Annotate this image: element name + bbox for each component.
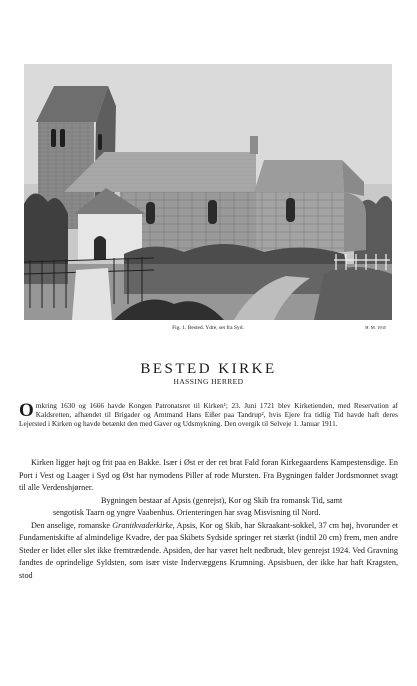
paragraph-granite-church [19,520,398,583]
granite-term: Granitkvaderkirke [112,520,173,530]
figure-caption: Fig. 1. Bested. Ydre, set fra Syd. [172,325,244,331]
figure-caption-row [24,323,392,333]
intro-text: mkring 1630 og 1666 havde Kongen Patronatsret til Kirken¹; 23. Juni 1721 blev Kirketienden, med Reservation af Kaldsretten, afhændet til Brigader og Amtmand Hans Eißer paa Tandrup², hvis Ejere fra tidlig Tid havde haft deres Lejersted i Kirken og havde betænkt den med Gaver og Udsmykning. Den overgik til Selveje 1. Januar 1911. [19,401,398,429]
paragraph-building-line1: Bygningen bestaar af Apsis (genrejst), Kor og Skib fra romansk Tid, samt [101,495,343,505]
church-photo-illustration [24,64,392,320]
intro-paragraph [19,401,398,429]
paragraph-building-line2: sengotisk Taarn og yngre Vaabenhus. Orienteringen har svag Misvisning til Nord. [53,508,321,517]
church-photograph [24,64,392,320]
drop-cap: O [19,400,34,421]
body-text [19,457,398,582]
paragraph-location: Kirken ligger højt og frit paa en Bakke. Især i Øst er der ret brat Fald foran Kirkegaardens Kampestensdige. En Port i Vest og Laager i Syd og Øst har nymodens Piller af rode Mursten. Fra Bygningen falder Jordsmonnet svagt til alle Verdenshjørner. [19,458,398,492]
page-title: BESTED KIRKE [140,361,277,377]
granite-text-rest: , Apsis, Kor og Skib, har Skraakant-sokkel, 37 cm høj, hvorunder et Fundamentskifte af almindelige Kvadre, der paa Skibets Sydside springer ret stærkt (indtil 20 cm) frem, men andre Steder er lidet eller slet ikke fremtrædende. Apsiden, der har været helt nedbrudt, blev genrejst 1924. Ved Gravning fandtes de oprindelige Syldsten, som især viste Indervæggens Krumning. Apsisbuen, der ikke har haft Kragsten, stod [19,520,398,580]
page-subtitle: HASSING HERRED [173,377,244,386]
photo-credit: H. M. 1935 [365,325,386,330]
granite-text-start: Den anselige, romanske [31,520,113,530]
